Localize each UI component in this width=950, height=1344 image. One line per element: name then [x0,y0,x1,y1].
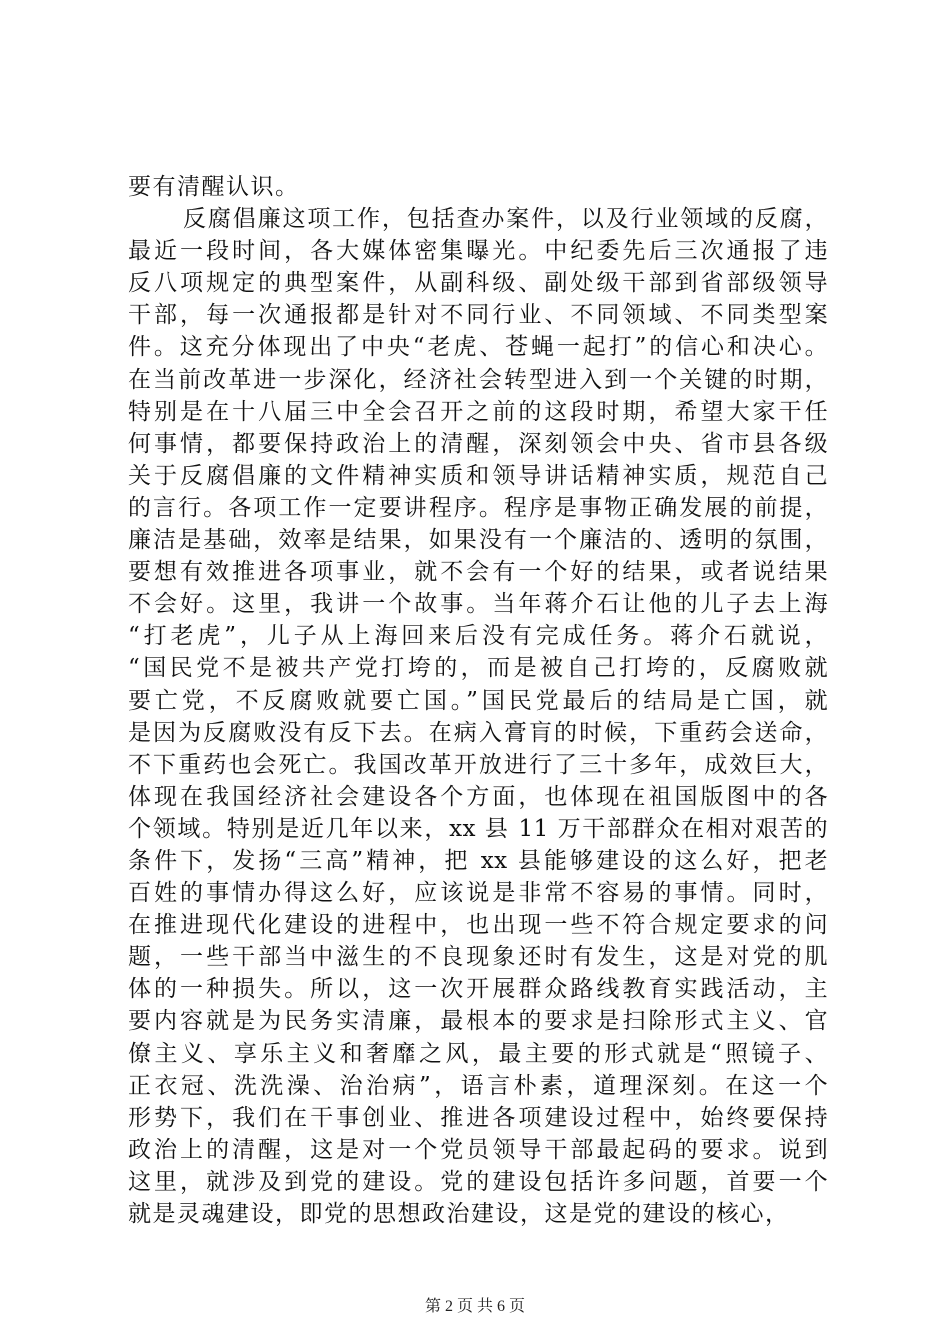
text-line: 干部，每一次通报都是针对不同行业、不同领域、不同类型案 [128,302,828,329]
text-line: 在推进现代化建设的进程中，也出现一些不符合规定要求的问 [128,912,828,939]
text-line: 形势下，我们在干事创业、推进各项建设过程中，始终要保持 [128,1104,828,1131]
text-line: 件。这充分体现出了中央“老虎、苍蝇一起打”的信心和决心。 [128,334,828,361]
text-line: 反八项规定的典型案件，从副科级、副处级干部到省部级领导 [128,270,828,297]
text-line: 条件下，发扬“三高”精神，把 xx 县能够建设的这么好，把老 [128,847,828,874]
text-line: 政治上的清醒，这是对一个党员领导干部最起码的要求。说到 [128,1136,828,1163]
text-line: 要有清醒认识。 [128,174,300,200]
text-line: 的言行。各项工作一定要讲程序。程序是事物正确发展的前提， [128,494,828,521]
text-line: 体现在我国经济社会建设各个方面，也体现在祖国版图中的各 [128,783,828,810]
text-line: 特别是在十八届三中全会召开之前的这段时期，希望大家干任 [128,398,828,425]
text-line: 不会好。这里，我讲一个故事。当年蒋介石让他的儿子去上海 [128,591,828,618]
text-line: 体的一种损失。所以，这一次开展群众路线教育实践活动，主 [128,976,828,1003]
page-number-footer: 第 2 页 共 6 页 [424,1298,525,1315]
text-line: 是因为反腐败没有反下去。在病入膏肓的时候，下重药会送命， [128,719,828,746]
text-line: “国民党不是被共产党打垮的，而是被自己打垮的，反腐败就 [128,655,828,682]
text-line: 何事情，都要保持政治上的清醒，深刻领会中央、省市县各级 [128,430,828,457]
text-line: 个领域。特别是近几年以来，xx 县 11 万干部群众在相对艰苦的 [128,815,828,842]
text-line: “打老虎”，儿子从上海回来后没有完成任务。蒋介石就说， [128,623,828,650]
text-line: 正衣冠、洗洗澡、治治病”，语言朴素，道理深刻。在这一个 [128,1072,828,1099]
text-line: 百姓的事情办得这么好，应该说是非常不容易的事情。同时， [128,880,828,907]
text-line: 僚主义、享乐主义和奢靡之风，最主要的形式就是“照镜子、 [128,1040,828,1067]
text-line: 题，一些干部当中滋生的不良现象还时有发生，这是对党的肌 [128,944,828,971]
text-line: 关于反腐倡廉的文件精神实质和领导讲话精神实质，规范自己 [128,462,828,489]
text-line: 要亡党，不反腐败就要亡国。”国民党最后的结局是亡国，就 [128,687,828,714]
text-line: 这里，就涉及到党的建设。党的建设包括许多问题，首要一个 [128,1168,828,1195]
text-line: 不下重药也会死亡。我国改革开放进行了三十多年，成效巨大， [128,751,828,778]
text-line: 要想有效推进各项事业，就不会有一个好的结果，或者说结果 [128,559,828,586]
text-line: 廉洁是基础，效率是结果，如果没有一个廉洁的、透明的氛围， [128,527,828,554]
document-body [128,171,828,1230]
text-line: 就是灵魂建设，即党的思想政治建设，这是党的建设的核心， [128,1201,790,1227]
text-line: 要内容就是为民务实清廉，最根本的要求是扫除形式主义、官 [128,1008,828,1035]
text-line: 最近一段时间，各大媒体密集曝光。中纪委先后三次通报了违 [128,238,828,265]
text-line: 反腐倡廉这项工作，包括查办案件，以及行业领域的反腐， [183,206,828,233]
text-line: 在当前改革进一步深化，经济社会转型进入到一个关键的时期， [128,366,828,393]
